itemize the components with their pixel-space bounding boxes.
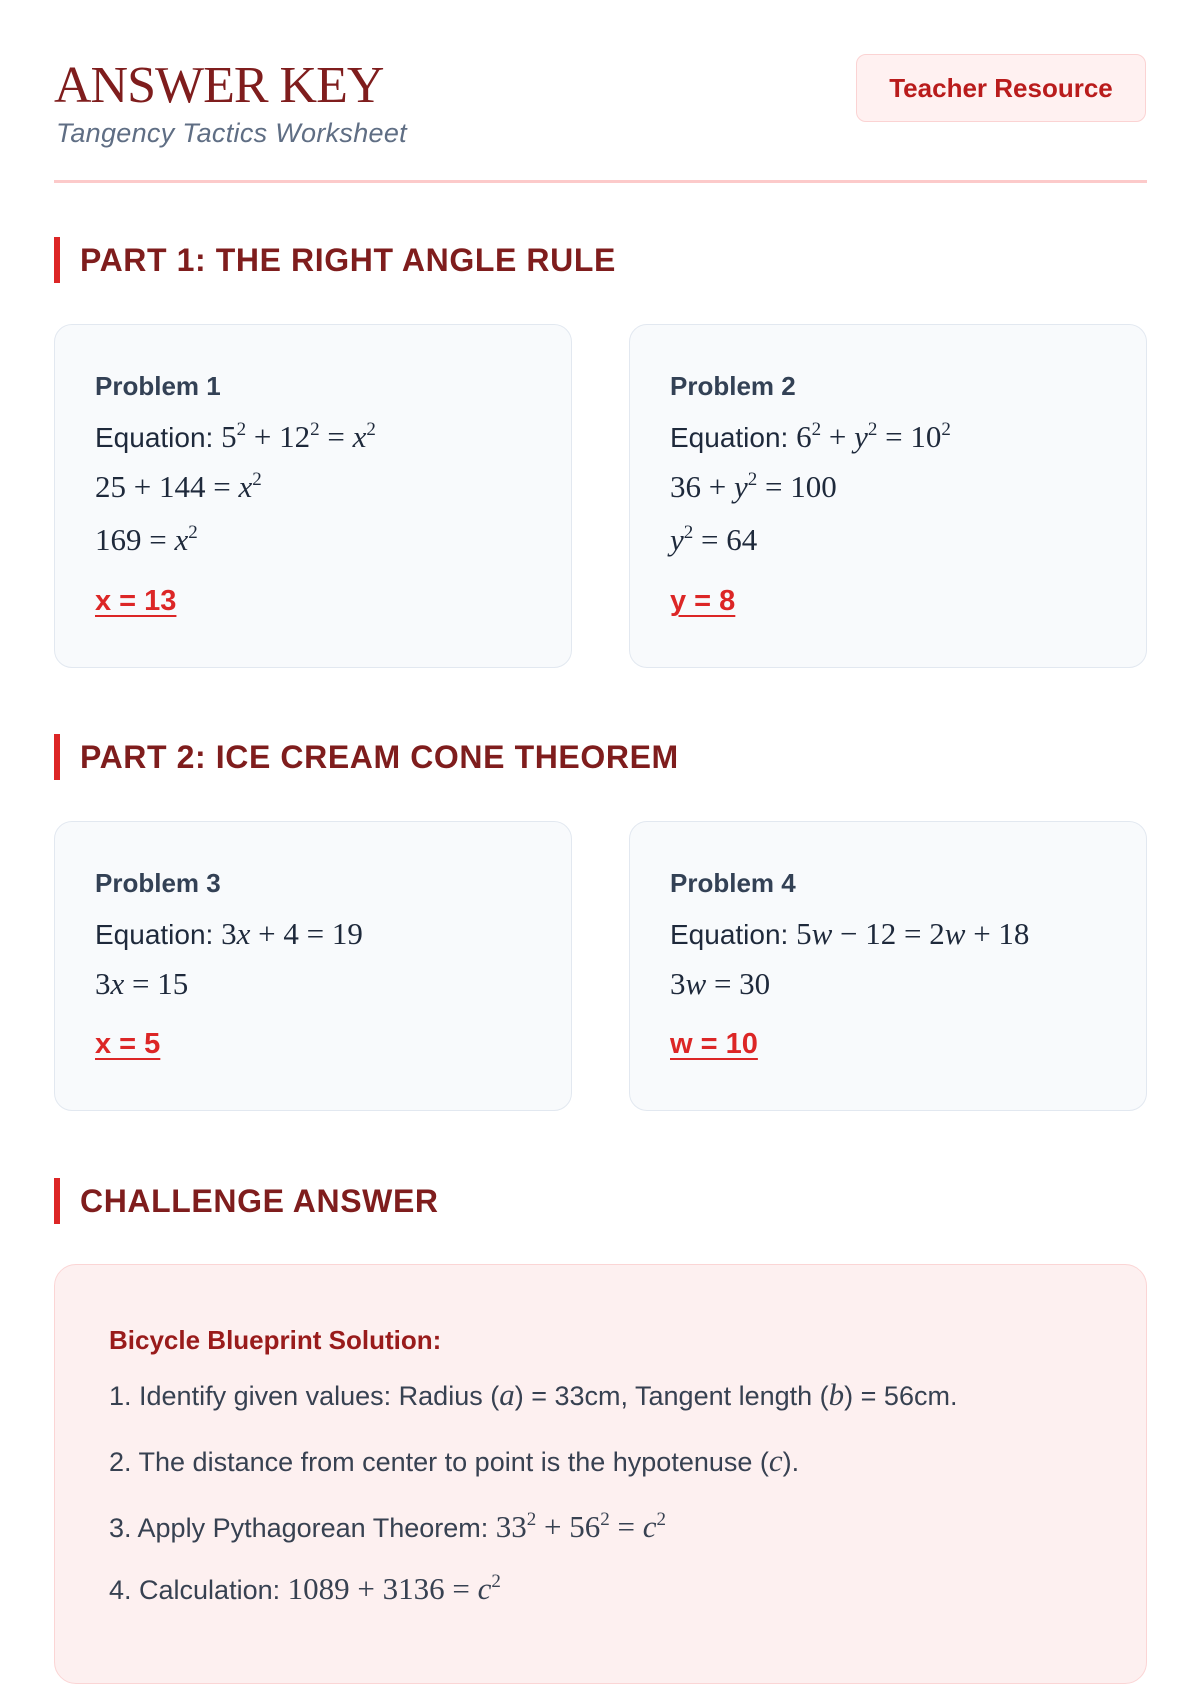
- problem-answer: x = 5: [95, 1028, 161, 1060]
- problem-answer: y = 8: [670, 585, 736, 617]
- part2-heading: [54, 734, 1147, 780]
- step-text: 4. Calculation:: [109, 1575, 281, 1605]
- problem-equation: [95, 419, 376, 455]
- problem-card-3: [54, 821, 572, 1111]
- math-expression: $5^2 + 12^2 = x^2$: [221, 419, 376, 454]
- step-text: ) = 33cm, Tangent length (: [514, 1381, 829, 1411]
- math-expression: $33^2 + 56^2 = c^2$: [495, 1509, 666, 1544]
- work-step: 3w = 30: [670, 966, 771, 1001]
- work-step: 3x = 15: [95, 966, 189, 1001]
- teacher-resource-badge: Teacher Resource: [856, 54, 1146, 122]
- problem-label: Problem 3: [95, 868, 221, 898]
- challenge-answer-box: [54, 1264, 1147, 1684]
- challenge-step-1: [109, 1377, 957, 1413]
- part1-heading-text: PART 1: THE RIGHT ANGLE RULE: [80, 241, 616, 278]
- math-expression: $1089 + 3136 = c^2$: [287, 1571, 501, 1606]
- page-subtitle: Tangency Tactics Worksheet: [56, 118, 407, 148]
- equation-prefix: Equation:: [95, 919, 214, 950]
- problem-equation: [670, 916, 1029, 952]
- challenge-step-4: [109, 1571, 501, 1607]
- work-step: $y^2 = 64$: [670, 522, 758, 557]
- math-expression: 3x + 4 = 19: [221, 916, 363, 951]
- part2-heading-text: PART 2: ICE CREAM CONE THEOREM: [80, 738, 679, 775]
- problem-equation: [95, 916, 363, 952]
- work-step: $36 + y^2 = 100$: [670, 469, 837, 504]
- work-step: $25 + 144 = x^2$: [95, 469, 262, 504]
- step-text: 1. Identify given values: Radius (: [109, 1381, 500, 1411]
- challenge-heading: [54, 1178, 1147, 1224]
- problem-card-2: [629, 324, 1147, 668]
- math-expression: 5w − 12 = 2w + 18: [796, 916, 1030, 951]
- equation-prefix: Equation:: [670, 919, 789, 950]
- heading-accent-bar: [54, 1178, 60, 1224]
- problem-label: Problem 2: [670, 371, 796, 401]
- problem-label: Problem 4: [670, 868, 796, 898]
- heading-accent-bar: [54, 734, 60, 780]
- math-variable: c: [768, 1443, 783, 1478]
- equation-prefix: Equation:: [95, 422, 214, 453]
- math-variable: b: [828, 1377, 845, 1412]
- problem-label: Problem 1: [95, 371, 221, 401]
- heading-accent-bar: [54, 237, 60, 283]
- step-text: 2. The distance from center to point is the hypotenuse (: [109, 1447, 769, 1477]
- challenge-title: Bicycle Blueprint Solution:: [109, 1325, 442, 1355]
- work-step: $169 = x^2$: [95, 522, 198, 557]
- part1-heading: [54, 237, 1147, 283]
- header-divider: [54, 180, 1147, 183]
- step-text: 3. Apply Pythagorean Theorem:: [109, 1513, 489, 1543]
- challenge-heading-text: CHALLENGE ANSWER: [80, 1182, 439, 1219]
- page-title: ANSWER KEY: [54, 57, 384, 114]
- problem-answer: x = 13: [95, 585, 177, 617]
- challenge-step-2: [109, 1443, 799, 1479]
- problem-card-4: [629, 821, 1147, 1111]
- math-expression: $6^2 + y^2 = 10^2$: [796, 419, 951, 454]
- problem-answer: w = 10: [670, 1028, 758, 1060]
- challenge-step-3: [109, 1509, 666, 1545]
- problem-equation: [670, 419, 951, 455]
- problem-card-1: [54, 324, 572, 668]
- equation-prefix: Equation:: [670, 422, 789, 453]
- math-variable: a: [499, 1377, 515, 1412]
- step-text: ) = 56cm.: [844, 1381, 958, 1411]
- step-text: ).: [782, 1447, 800, 1477]
